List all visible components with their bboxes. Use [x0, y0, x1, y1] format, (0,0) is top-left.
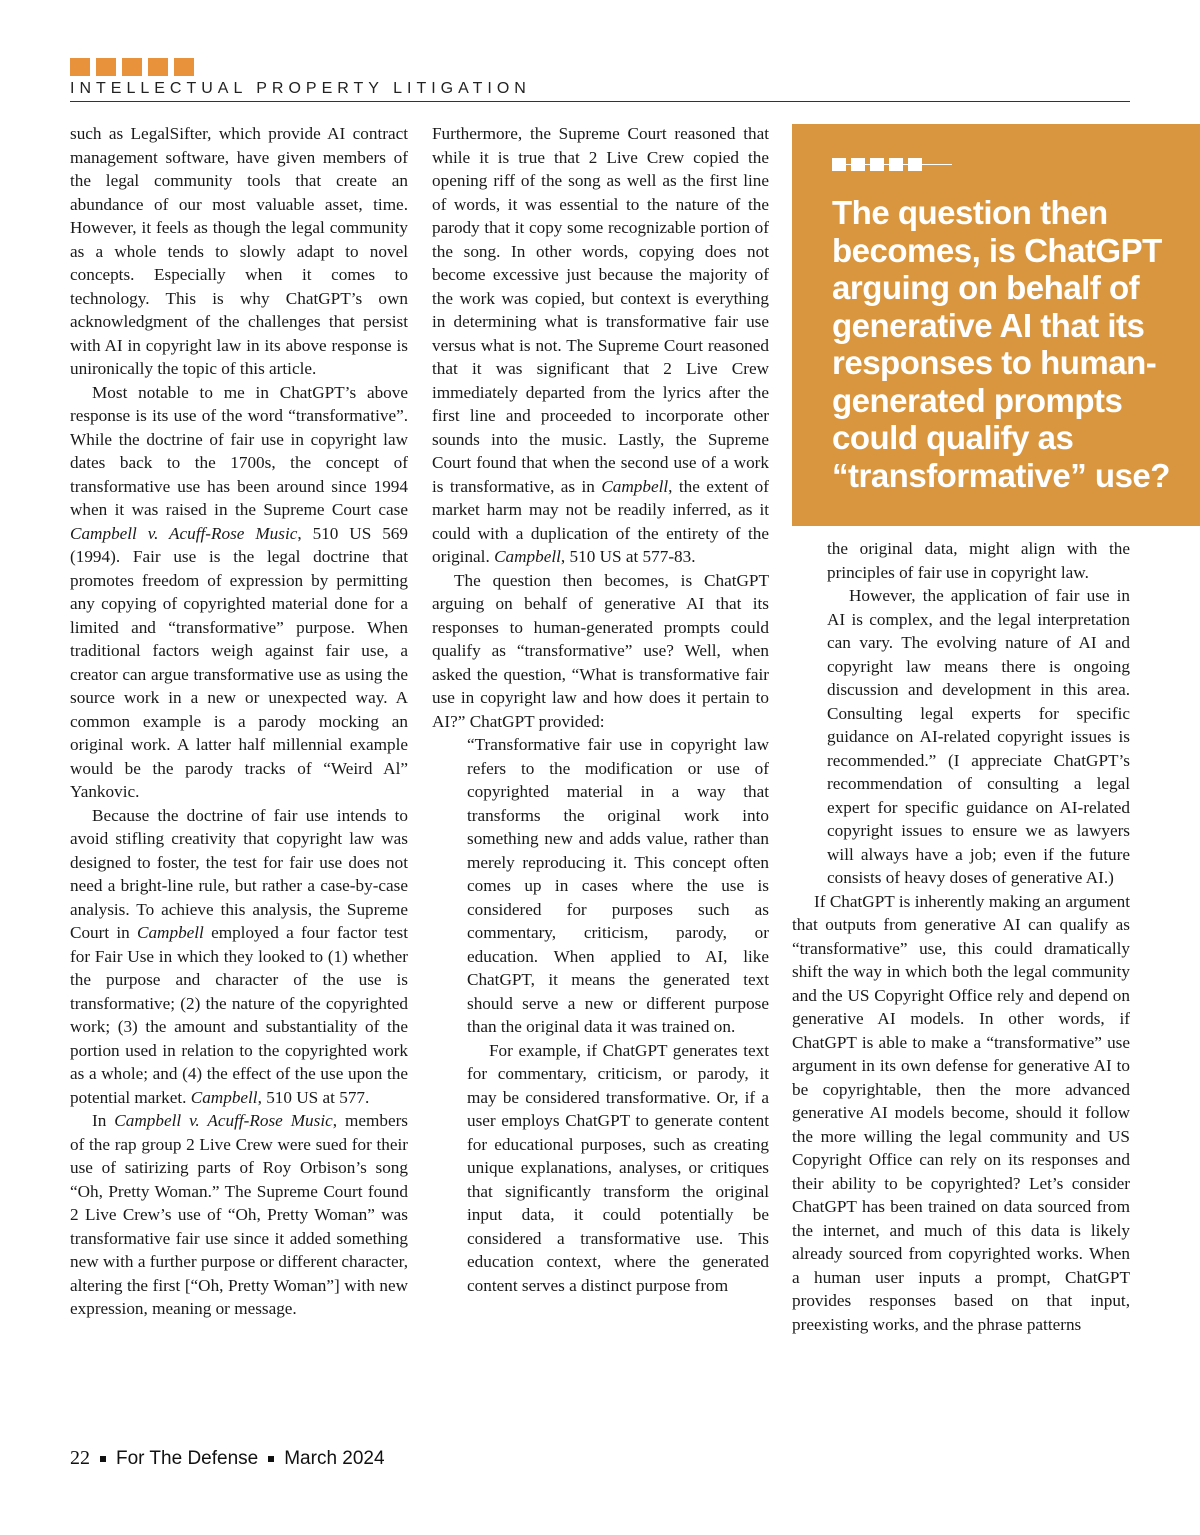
- pull-quote-text: The question then becomes, is ChatGPT arguing on behalf of generative AI that its responses to human-generated prompts could qualify as “transformative” use?: [832, 194, 1170, 494]
- article-column-2: [432, 122, 769, 1297]
- page-footer: [70, 1447, 385, 1470]
- chatgpt-quote-continuation: [827, 537, 1130, 890]
- chatgpt-quote-block: [467, 733, 769, 1297]
- quote-paragraph: However, the application of fair use in AI is complex, and the legal interpretation can vary. The evolving nature of AI and copyright law means there is ongoing discussion and development in this area. Consulting legal experts for specific guidance on AI-related copyright issues is recommended.” (I appreciate ChatGPT’s recommendation of consulting a legal expert for specific guidance on AI-related copyright issues to ensure we as lawyers will always have a job; even if the future consists of heavy doses of generative AI.): [827, 586, 1130, 887]
- case-name: Campbell v. Acuff-Rose Music: [114, 1111, 333, 1130]
- accent-square: [174, 58, 194, 76]
- accent-square: [148, 58, 168, 76]
- pull-quote-squares: [832, 158, 922, 171]
- publication-name: For The Defense: [116, 1447, 259, 1469]
- accent-square: [122, 58, 142, 76]
- header-accent-squares: [70, 58, 194, 76]
- accent-square: [96, 58, 116, 76]
- case-name: Campbell: [190, 1087, 258, 1107]
- accent-square: [908, 158, 922, 171]
- paragraph: The question then becomes, is ChatGPT arguing on behalf of generative AI that its responses to human-generated prompts could qualify as “transformative” use? Well, when asked the question, “What is transformative fair use in copyright law and how does it pertain to AI?” ChatGPT provided:: [432, 570, 769, 731]
- case-name: Campbell: [137, 923, 204, 942]
- accent-square: [889, 158, 903, 171]
- footer-bullet: [100, 1456, 106, 1462]
- pull-quote-box: [792, 124, 1200, 526]
- paragraph: In Campbell v. Acuff-Rose Music, members of the rap group 2 Live Crew were sued for their use of satirizing parts of Roy Orbison’s song “Oh, Pretty Woman.” The Supreme Court found 2 Live Crew’s use of “Oh, Pretty Woman” was transformative fair use since it added something new with a further purpose or different character, altering the first [“Oh, Pretty Woman”] with new expression, meaning or message.: [70, 1111, 408, 1318]
- accent-square: [70, 58, 90, 76]
- case-name: Campbell: [494, 547, 561, 566]
- header-divider: [70, 101, 1130, 102]
- paragraph: Most notable to me in ChatGPT’s above response is its use of the word “transformative”. While the doctrine of fair use in copyright law dates back to the 1700s, the concept of transformative use has been around since 1994 when it was raised in the Supreme Court case Campbell v. Acuff-Rose Music, 510 US 569 (1994). Fair use is the legal doctrine that promotes freedom of expression by permitting any copying of copyrighted material done for a limited and “transformative” purpose. When traditional factors weigh against fair use, a creator can argue transformative use as using the source work in a new or unexpected way. A common example is a parody mocking an original work. A latter half millennial example would be the parody tracks of “Weird Al” Yankovic.: [70, 382, 408, 801]
- quote-paragraph: the original data, might align with the principles of fair use in copyright law.: [827, 539, 1130, 582]
- paragraph: Because the doctrine of fair use intends to avoid stifling creativity that copyright law was designed to foster, the test for fair use does not need a bright-line rule, but rather a case-by-case analysis. To achieve this analysis, the Supreme Court in Campbell employed a four factor test for Fair Use in which they looked to (1) whether the purpose and character of the use is transformative; (2) the nature of the copyrighted work; (3) the amount and substantiality of the portion used in relation to the copyrighted work as a whole; and (4) the effect of the use upon the potential market. Campbell, 510 US at 577.: [70, 805, 408, 1107]
- article-column-1: [70, 122, 408, 1321]
- quote-paragraph: For example, if ChatGPT generates text for commentary, criticism, or parody, it may be considered transformative. Or, if a user employs ChatGPT to generate content for educational purposes, such as creating unique explanations, analyses, or critiques that significantly transform the original input data, it could potentially be considered a transformative use. This education context, where the generated content serves a distinct purpose from: [467, 1040, 769, 1295]
- accent-square: [851, 158, 865, 171]
- footer-bullet: [268, 1456, 274, 1462]
- accent-square: [832, 158, 846, 171]
- issue-date: March 2024: [284, 1447, 385, 1469]
- paragraph: If ChatGPT is inherently making an argument that outputs from generative AI can qualify as “transformative” use, this could dramatically shift the way in which both the legal community and the US Copyright Office rely and depend on generative AI models. In other words, if ChatGPT is able to make a “transformative” use argument in its own defense for generative AI to be copyrightable, then the more advanced generative AI models become, should it follow the more willing the legal community and US Copyright Office can rely on its responses and their ability to be copyrighted? Let’s consider ChatGPT has been trained on data sourced from the internet, and much of this data is likely already sourced from copyrighted works. When a human user inputs a prompt, ChatGPT provides responses based on that input, preexisting works, and the phrase patterns: [792, 891, 1130, 1334]
- case-name: Campbell v. Acuff-Rose Music: [70, 523, 298, 543]
- paragraph: such as LegalSifter, which provide AI contract management software, have given members of the legal community tools that create an abundance of our most valuable asset, time. However, it feels as though the legal community as a whole tends to slowly adapt to novel concepts. Especially when it comes to technology. This is why ChatGPT’s own acknowledgment of the challenges that persist with AI in copyright law in its above response is unironically the topic of this article.: [70, 124, 408, 378]
- quote-paragraph: “Transformative fair use in copyright law refers to the modification or use of copyrighted material in a way that transforms the original work into something new and adds value, rather than merely reproducing it. This concept often comes up in cases where the use is considered for purposes such as commentary, criticism, parody, or education. When applied to AI, like ChatGPT, it means the generated text should serve a new or different purpose than the original data it was trained on.: [467, 735, 769, 1036]
- paragraph: Furthermore, the Supreme Court reasoned that while it is true that 2 Live Crew copied the opening riff of the song as well as the first line of words, it was essential to the nature of the parody that it copy some recognizable portion of the song. In other words, copying does not become excessive just because the majority of the work was copied, but context is everything in determining what is transformative fair use versus what is not. The Supreme Court reasoned that it was significant that 2 Live Crew immediately departed from the lyrics after the first line and proceeded to incorporate other sounds into the music. Lastly, the Supreme Court found that when the second use of a work is transformative, as in Campbell, the extent of market harm may not be readily inferred, as it could with a duplication of the entirety of the original. Campbell, 510 US at 577-83.: [432, 124, 769, 566]
- page-number: 22: [70, 1447, 90, 1469]
- accent-square: [870, 158, 884, 171]
- article-column-3: [792, 537, 1130, 1336]
- case-name: Campbell: [601, 476, 669, 496]
- section-label: INTELLECTUAL PROPERTY LITIGATION: [70, 80, 531, 97]
